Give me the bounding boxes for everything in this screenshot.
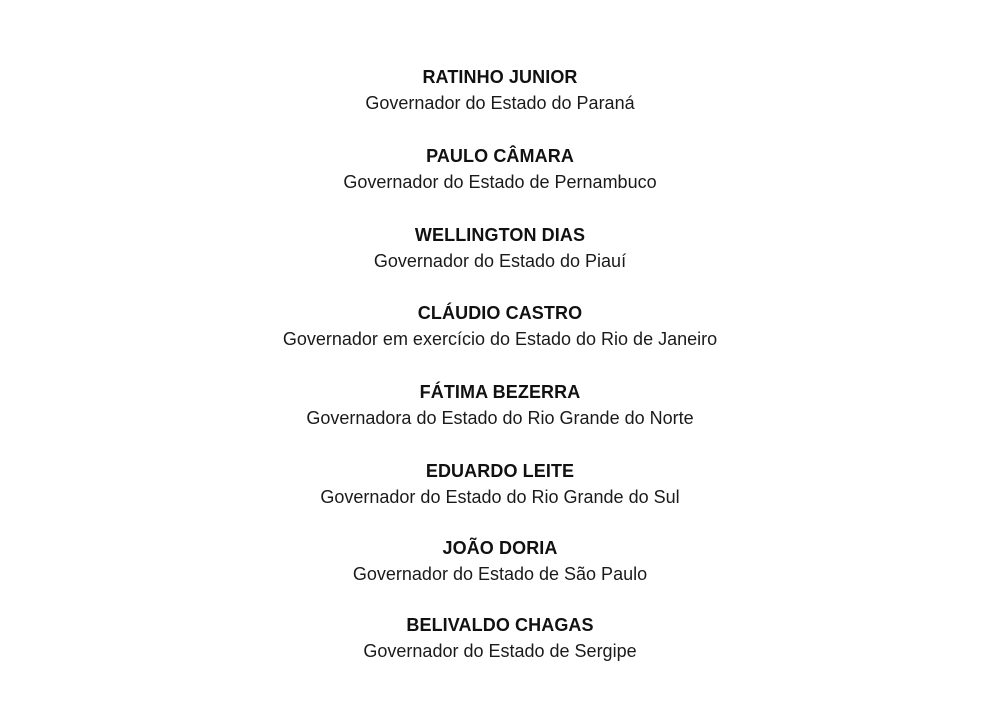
signatory-name: BELIVALDO CHAGAS	[406, 615, 594, 635]
signatory-block	[0, 66, 1000, 114]
signatory-block	[0, 145, 1000, 193]
signatory-title: Governador do Estado do Paraná	[365, 93, 635, 113]
signatory-title: Governador do Estado do Rio Grande do Sul	[320, 487, 680, 507]
signatory-block	[0, 460, 1000, 508]
signatory-title: Governador do Estado de Pernambuco	[343, 172, 657, 192]
signatory-block	[0, 381, 1000, 429]
signatory-block	[0, 224, 1000, 272]
signatory-title: Governadora do Estado do Rio Grande do Norte	[306, 408, 694, 428]
signatory-title: Governador do Estado de Sergipe	[363, 641, 637, 661]
signatory-block	[0, 614, 1000, 662]
signatory-title: Governador do Estado do Piauí	[373, 251, 627, 271]
signatory-block	[0, 537, 1000, 585]
signatory-block	[0, 302, 1000, 350]
signatory-name: FÁTIMA BEZERRA	[419, 382, 581, 402]
signatory-title: Governador do Estado de São Paulo	[352, 564, 648, 584]
signatory-name: WELLINGTON DIAS	[414, 225, 586, 245]
signatory-name: JOÃO DORIA	[442, 538, 558, 558]
signatory-title: Governador em exercício do Estado do Rio de Janeiro	[282, 329, 718, 349]
signatory-name: CLÁUDIO CASTRO	[417, 303, 583, 323]
signatory-name: EDUARDO LEITE	[425, 461, 575, 481]
signatory-name: PAULO CÂMARA	[426, 146, 574, 166]
signatory-name: RATINHO JUNIOR	[422, 67, 578, 87]
